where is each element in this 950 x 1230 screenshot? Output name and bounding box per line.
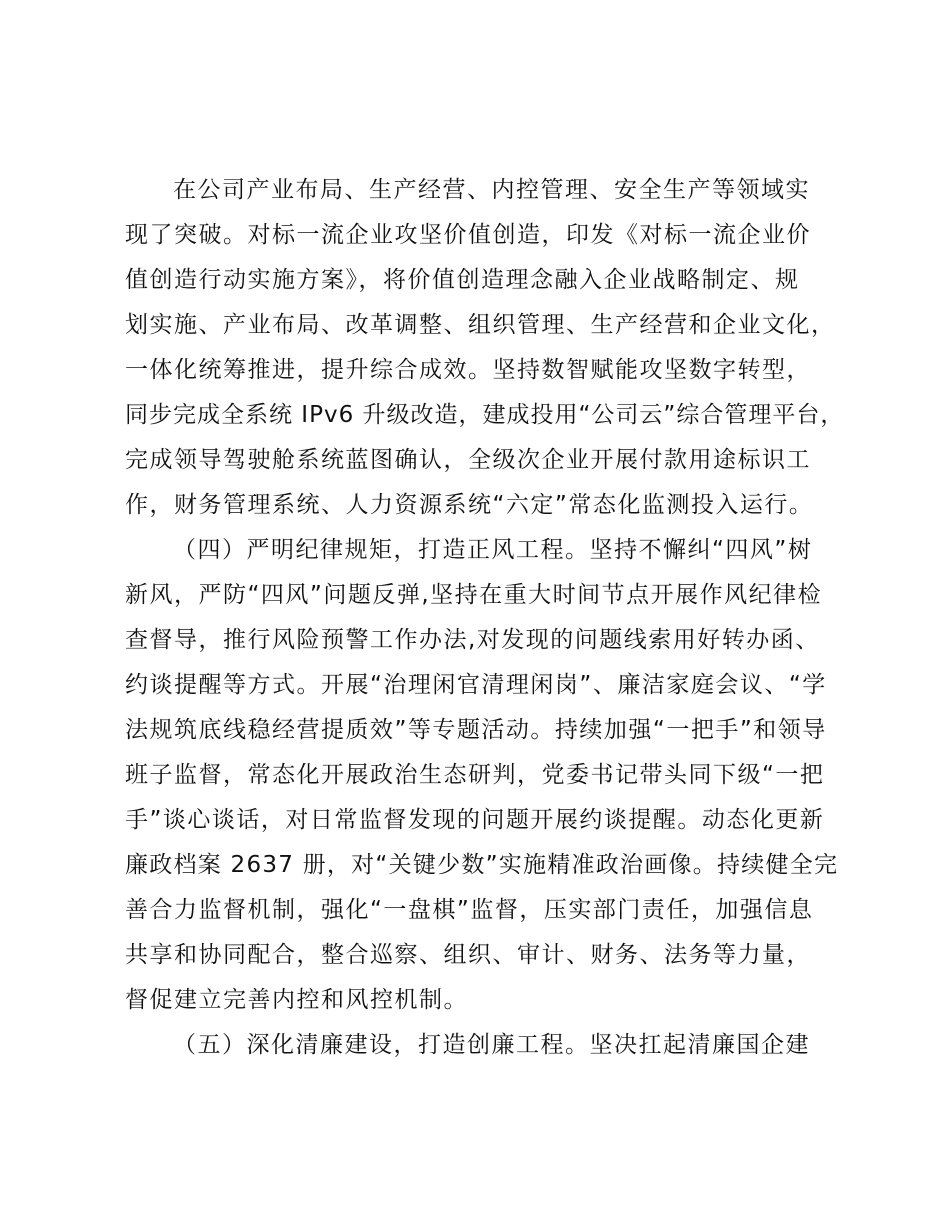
paragraph-line: 新风，严防“四风”问题反弹,坚持在重大时间节点开展作风纪律检 <box>125 582 823 608</box>
paragraph-line: 约谈提醒等方式。开展“治理闲官清理闲岗”、廉洁家庭会议、“学 <box>125 672 827 698</box>
paragraph-line: 一体化统筹推进，提升综合成效。坚持数智赋能攻坚数字转型， <box>125 357 811 383</box>
section-heading-line: （五）深化清廉建设，打造创廉工程。坚决扛起清廉国企建 <box>173 1032 810 1058</box>
paragraph-line: 完成领导驾驶舱系统蓝图确认，全级次企业开展付款用途标识工 <box>125 447 811 473</box>
paragraph-line: 廉政档案 2637 册，对“关键少数”实施精准政治画像。持续健全完 <box>125 852 839 878</box>
paragraph-line: 同步完成全系统 IPv6 升级改造，建成投用“公司云”综合管理平台， <box>125 402 845 428</box>
paragraph-line: 作，财务管理系统、人力资源系统“六定”常态化监测投入运行。 <box>125 492 814 518</box>
paragraph-line: 值创造行动实施方案》，将价值创造理念融入企业战略制定、规 <box>125 267 800 293</box>
body-text <box>125 168 845 1068</box>
section-heading-line: （四）严明纪律规矩，打造正风工程。坚持不懈纠“四风”树 <box>173 537 813 563</box>
paragraph-line: 善合力监督机制，强化“一盘棋”监督，压实部门责任，加强信息 <box>125 897 814 923</box>
paragraph-line: 现了突破。对标一流企业攻坚价值创造，印发《对标一流企业价 <box>125 222 811 248</box>
paragraph-line: 督促建立完善内控和风控机制。 <box>125 987 468 1013</box>
paragraph-line: 法规筑底线稳经营提质效”等专题活动。持续加强“一把手”和领导 <box>125 717 827 743</box>
paragraph-line: 在公司产业布局、生产经营、内控管理、安全生产等领域实 <box>173 177 810 203</box>
paragraph-line: 班子监督，常态化开展政治生态研判，党委书记带头同下级“一把 <box>125 762 825 788</box>
paragraph-line: 手”谈心谈话，对日常监督发现的问题开展约谈提醒。动态化更新 <box>125 807 825 833</box>
paragraph-line: 划实施、产业布局、改革调整、组织管理、生产经营和企业文化， <box>125 312 836 338</box>
paragraph-line: 共享和协同配合，整合巡察、组织、审计、财务、法务等力量， <box>125 942 811 968</box>
paragraph-line: 查督导，推行风险预警工作办法,对发现的问题线索用好转办函、 <box>125 627 820 653</box>
